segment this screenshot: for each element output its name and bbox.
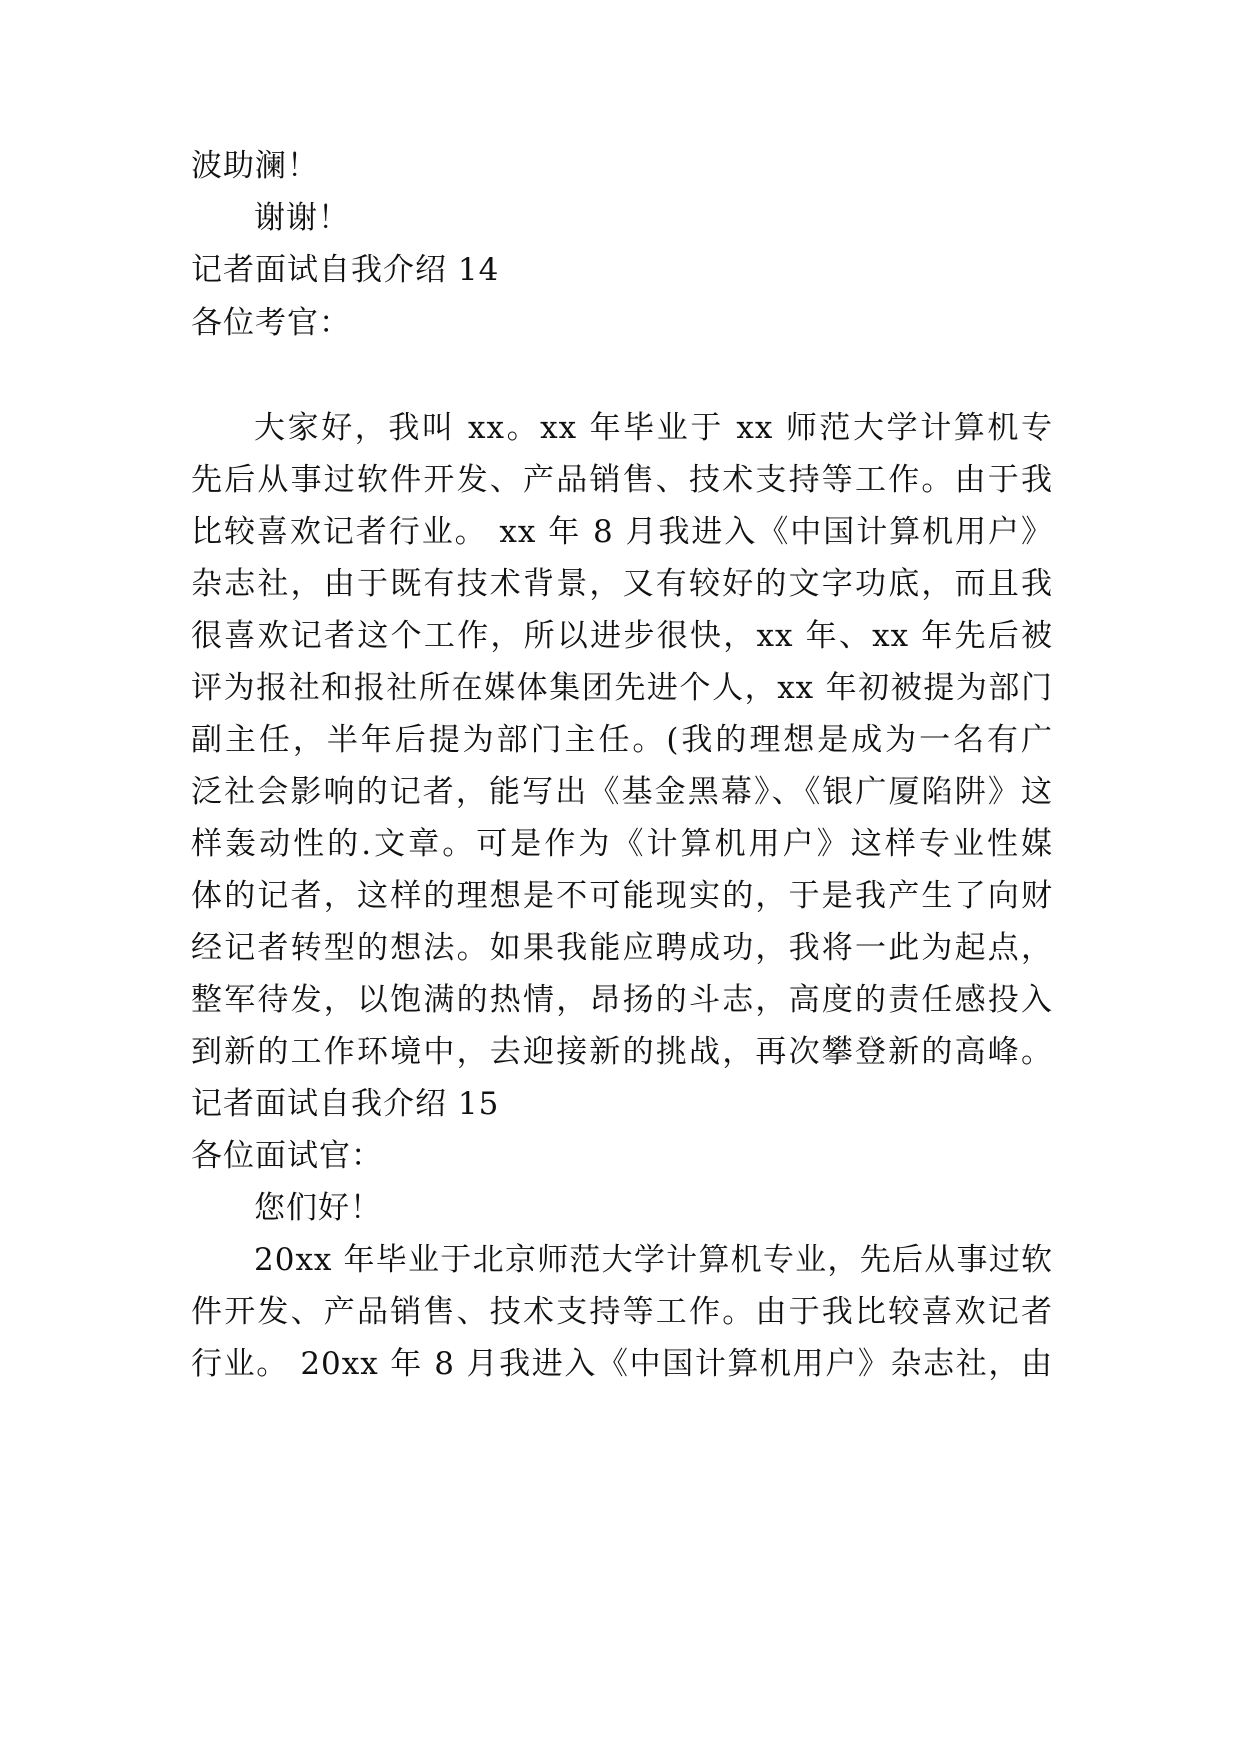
text-line: 波助澜！ [191,148,319,184]
paragraph-line: 件开发、产品销售、技术支持等工作。由于我比较喜欢记者 [191,1294,1053,1330]
salutation: 各位考官： [191,305,351,341]
paragraph-line: 经记者转型的想法。如果我能应聘成功，我将一此为起点， [191,930,1053,966]
paragraph-line: 到新的工作环境中，去迎接新的挑战，再次攀登新的高峰。 [191,1034,1053,1070]
section-heading: 记者面试自我介绍 15 [191,1086,500,1122]
paragraph-line: 比较喜欢记者行业。 xx 年 8 月我进入《中国计算机用户》 [191,514,1053,550]
paragraph-line: 20xx 年毕业于北京师范大学计算机专业，先后从事过软 [254,1242,1053,1278]
paragraph-line: 先后从事过软件开发、产品销售、技术支持等工作。由于我 [191,462,1053,498]
paragraph-line: 评为报社和报社所在媒体集团先进个人，xx 年初被提为部门 [191,670,1053,706]
paragraph-line: 副主任，半年后提为部门主任。(我的理想是成为一名有广 [191,722,1053,758]
paragraph-line: 泛社会影响的记者，能写出《基金黑幕》、《银广厦陷阱》这 [191,774,1053,810]
paragraph-line: 杂志社，由于既有技术背景，又有较好的文字功底，而且我 [191,566,1053,602]
salutation: 各位面试官： [191,1138,383,1174]
paragraph-line: 体的记者，这样的理想是不可能现实的，于是我产生了向财 [191,878,1053,914]
text-line: 谢谢！ [254,200,350,236]
paragraph-line: 行业。 20xx 年 8 月我进入《中国计算机用户》杂志社，由 [191,1346,1053,1382]
greeting-line: 您们好！ [254,1190,382,1226]
paragraph-line: 整军待发，以饱满的热情，昂扬的斗志，高度的责任感投入 [191,982,1053,1018]
paragraph-line: 样轰动性的.文章。可是作为《计算机用户》这样专业性媒 [191,826,1053,862]
paragraph-line: 大家好，我叫 xx。xx 年毕业于 xx 师范大学计算机专 [254,410,1053,446]
paragraph-line: 很喜欢记者这个工作，所以进步很快，xx 年、xx 年先后被 [191,618,1053,654]
section-heading: 记者面试自我介绍 14 [191,252,500,288]
